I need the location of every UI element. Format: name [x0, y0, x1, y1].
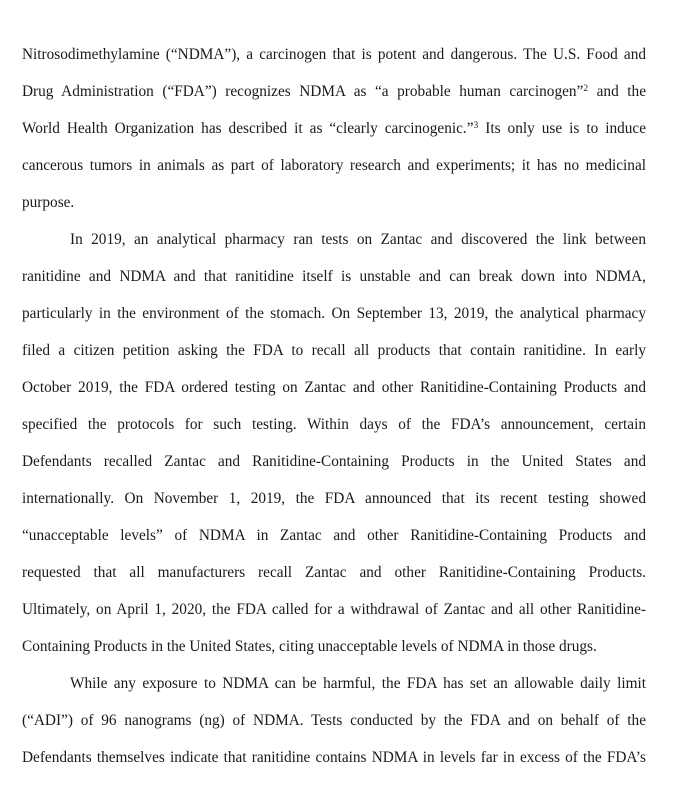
text-line: internationally. On November 1, 2019, the FDA announced that its recent testing showed: [22, 490, 646, 507]
text-line: In 2019, an analytical pharmacy ran tests on Zantac and discovered the link between: [70, 231, 646, 248]
paragraph-adi-limit: [22, 665, 646, 776]
text-line: Drug Administration (“FDA”) recognizes NDMA as “a probable human carcinogen”$^2$ and the: [22, 83, 646, 100]
text-line: Nitrosodimethylamine (“NDMA”), a carcinogen that is potent and dangerous. The U.S. Food and: [22, 46, 646, 63]
text-line: Defendants recalled Zantac and Ranitidine-Containing Products in the United States and: [22, 453, 646, 470]
text-line: purpose.: [22, 194, 75, 211]
text-line: World Health Organization has described it as “clearly carcinogenic.”$^3$ Its only use is to induce: [22, 120, 646, 137]
text-line: ranitidine and NDMA and that ranitidine itself is unstable and can break down into NDMA,: [22, 268, 646, 285]
paragraph-testing-recall: [22, 221, 646, 665]
footnote-ref-2[interactable]: 2: [583, 84, 589, 94]
text-line: (“ADI”) of 96 nanograms (ng) of NDMA. Tests conducted by the FDA and on behalf of the: [22, 712, 646, 729]
document-body: [22, 36, 646, 776]
text-line: October 2019, the FDA ordered testing on Zantac and other Ranitidine-Containing Products and: [22, 379, 646, 396]
text-line: While any exposure to NDMA can be harmful, the FDA has set an allowable daily limit: [70, 675, 646, 692]
footnote-ref-3[interactable]: 3: [473, 121, 479, 131]
text-line: Defendants themselves indicate that ranitidine contains NDMA in levels far in excess of the FDA’s: [22, 749, 646, 766]
text-line: filed a citizen petition asking the FDA to recall all products that contain ranitidine. In early: [22, 342, 646, 359]
text-line: cancerous tumors in animals as part of laboratory research and experiments; it has no medicinal: [22, 157, 646, 174]
text-line: particularly in the environment of the stomach. On September 13, 2019, the analytical pharmacy: [22, 305, 646, 322]
text-line: Containing Products in the United States, citing unacceptable levels of NDMA in those drugs.: [22, 638, 597, 655]
text-line: Ultimately, on April 1, 2020, the FDA called for a withdrawal of Zantac and all other Ranitidine-: [22, 601, 646, 618]
text-line: specified the protocols for such testing. Within days of the FDA’s announcement, certain: [22, 416, 646, 433]
paragraph-ndma-intro: [22, 36, 646, 221]
text-line: requested that all manufacturers recall Zantac and other Ranitidine-Containing Products.: [22, 564, 646, 581]
text-line: “unacceptable levels” of NDMA in Zantac and other Ranitidine-Containing Products and: [22, 527, 646, 544]
